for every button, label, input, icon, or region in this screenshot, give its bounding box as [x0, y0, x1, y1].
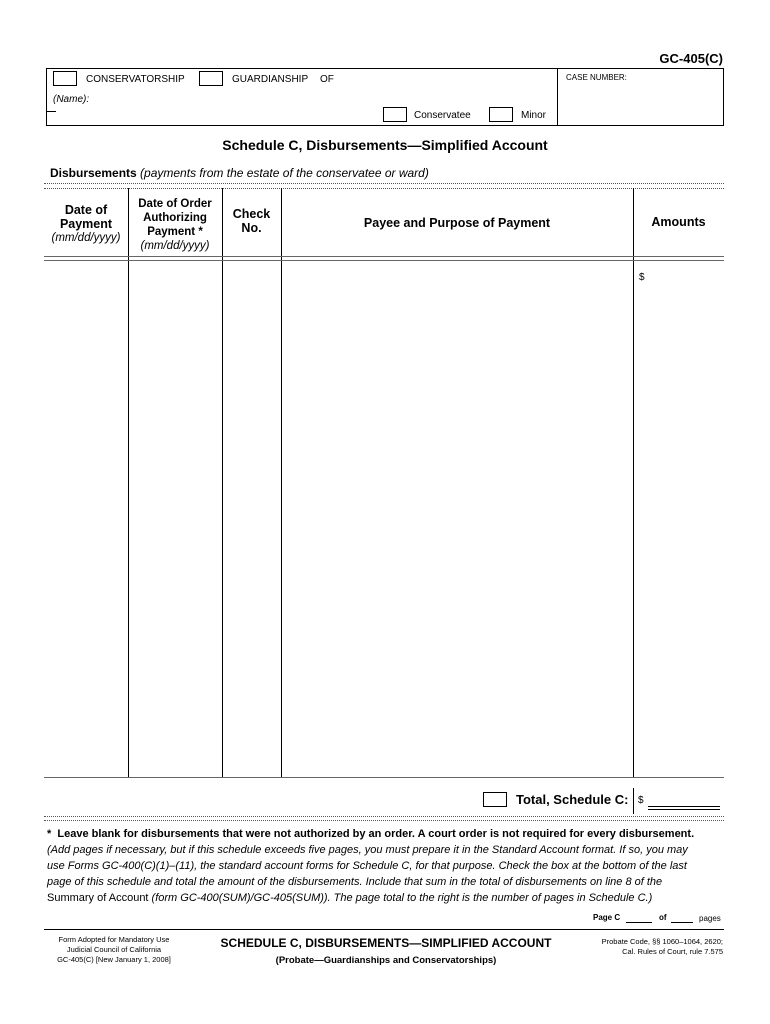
total-bottom-rule-2	[44, 820, 724, 821]
total-bottom-rule-1	[44, 816, 724, 817]
conservatee-label: Conservatee	[414, 110, 471, 121]
col-header-payee: Payee and Purpose of Payment	[363, 216, 551, 230]
section-label: Disbursements	[50, 166, 137, 180]
table-bottom-rule	[44, 777, 724, 778]
total-underline-1	[648, 806, 720, 807]
date-order-cell[interactable]	[130, 262, 220, 776]
table-top-rule-1	[44, 183, 724, 184]
asterisk: *	[47, 828, 58, 840]
footer-right-line2: Cal. Rules of Court, rule 7.575	[622, 947, 723, 956]
guardianship-label: GUARDIANSHIP	[232, 74, 309, 85]
conservatorship-checkbox[interactable]	[53, 71, 77, 86]
page-of-label: of	[659, 913, 667, 922]
pages-label: pages	[699, 914, 721, 923]
col-header-check-line1: Check	[232, 207, 271, 221]
col-header-date-order-line2: Authorizing	[143, 212, 207, 224]
instruction-line-2: use Forms GC-400(C)(1)–(11), the standard account forms for Schedule C, for that purpose. Check the box at the bottom of the last	[47, 860, 687, 872]
instruction-line-4-italic: (form GC-400(SUM)/GC-405(SUM)). The page total to the right is the number of pages in Schedule C.)	[151, 892, 653, 904]
name-field[interactable]	[110, 88, 550, 104]
footnote-block	[47, 826, 727, 906]
case-number-field[interactable]	[563, 86, 718, 120]
conservatorship-label: CONSERVATORSHIP	[86, 74, 185, 85]
footer-right-line1: Probate Code, §§ 1060–1064, 2620;	[601, 937, 723, 946]
col-header-date-order-line1: Date of Order	[138, 198, 212, 210]
col-header-date-order	[128, 197, 222, 253]
col-header-date-order-line3: Payment *	[147, 226, 203, 238]
section-note: (payments from the estate of the conservatee or ward)	[140, 166, 429, 180]
col-header-check-line2: No.	[241, 221, 262, 235]
instruction-line-3: page of this schedule and total the amount of the disbursements. Include that sum in the total of disbursements on line 8 of the	[47, 876, 663, 888]
col-header-amounts: Amounts	[651, 215, 706, 229]
name-label: (Name):	[53, 94, 90, 105]
total-checkbox[interactable]	[483, 792, 507, 807]
footer-right	[543, 937, 723, 957]
star-footnote	[47, 826, 727, 842]
total-underline-2	[648, 809, 720, 810]
check-no-cell[interactable]	[224, 262, 279, 776]
caption-divider	[557, 68, 558, 125]
section-heading	[50, 166, 429, 180]
footer-title: SCHEDULE C, DISBURSEMENTS—SIMPLIFIED ACCOUNT	[220, 936, 552, 950]
table-top-rule-2	[44, 188, 724, 189]
star-footnote-text: Leave blank for disbursements that were not authorized by an order. A court order is not required for every disbursement.	[57, 828, 695, 840]
instruction-line-4-normal: Summary of Account	[47, 892, 152, 904]
case-number-label: CASE NUMBER:	[566, 73, 627, 82]
conservatee-checkbox[interactable]	[383, 107, 407, 122]
form-id: GC-405(C)	[659, 51, 723, 66]
total-label: Total, Schedule C:	[516, 792, 629, 807]
footer-left	[44, 935, 184, 965]
header-rule-2	[44, 260, 724, 261]
of-label: OF	[320, 74, 334, 85]
col-sep-2	[222, 188, 223, 777]
col-sep-4	[633, 188, 634, 777]
col-header-date-payment	[44, 203, 128, 245]
col-sep-3	[281, 188, 282, 777]
total-divider	[633, 788, 634, 814]
col-header-date-order-format: (mm/dd/yyyy)	[140, 240, 210, 252]
page-number-field[interactable]	[626, 910, 652, 923]
total-amount-field[interactable]	[648, 792, 720, 806]
minor-label: Minor	[521, 110, 547, 121]
page-title: Schedule C, Disbursements—Simplified Account	[222, 137, 548, 153]
footer-subtitle: (Probate—Guardianships and Conservatorships)	[275, 955, 497, 966]
total-dollar-sign: $	[638, 795, 644, 806]
minor-checkbox[interactable]	[489, 107, 513, 122]
footer-rule	[44, 929, 724, 930]
instruction-line-4	[47, 890, 727, 906]
footer-center	[196, 936, 576, 966]
date-payment-cell[interactable]	[46, 262, 126, 776]
amounts-dollar-sign: $	[639, 272, 645, 283]
col-header-date-payment-line2: Payment	[59, 217, 113, 231]
amounts-cell[interactable]	[635, 262, 722, 776]
footer-left-line1: Form Adopted for Mandatory Use	[58, 935, 170, 944]
page-label: Page C	[593, 913, 621, 922]
col-sep-1	[128, 188, 129, 777]
guardianship-checkbox[interactable]	[199, 71, 223, 86]
footer-left-line2: Judicial Council of California	[66, 945, 162, 954]
page-total-field[interactable]	[671, 910, 693, 923]
name-tick	[46, 111, 56, 112]
col-header-check	[222, 207, 281, 235]
footer-left-line3: GC-405(C) [New January 1, 2008]	[57, 955, 171, 964]
instruction-line-1: (Add pages if necessary, but if this schedule exceeds five pages, you must prepare it in the Standard Account format. If so, you may	[47, 844, 688, 856]
col-header-date-payment-line1: Date of	[64, 203, 108, 217]
header-rule-1	[44, 256, 724, 257]
payee-cell[interactable]	[283, 262, 631, 776]
col-header-date-payment-format: (mm/dd/yyyy)	[51, 232, 121, 244]
